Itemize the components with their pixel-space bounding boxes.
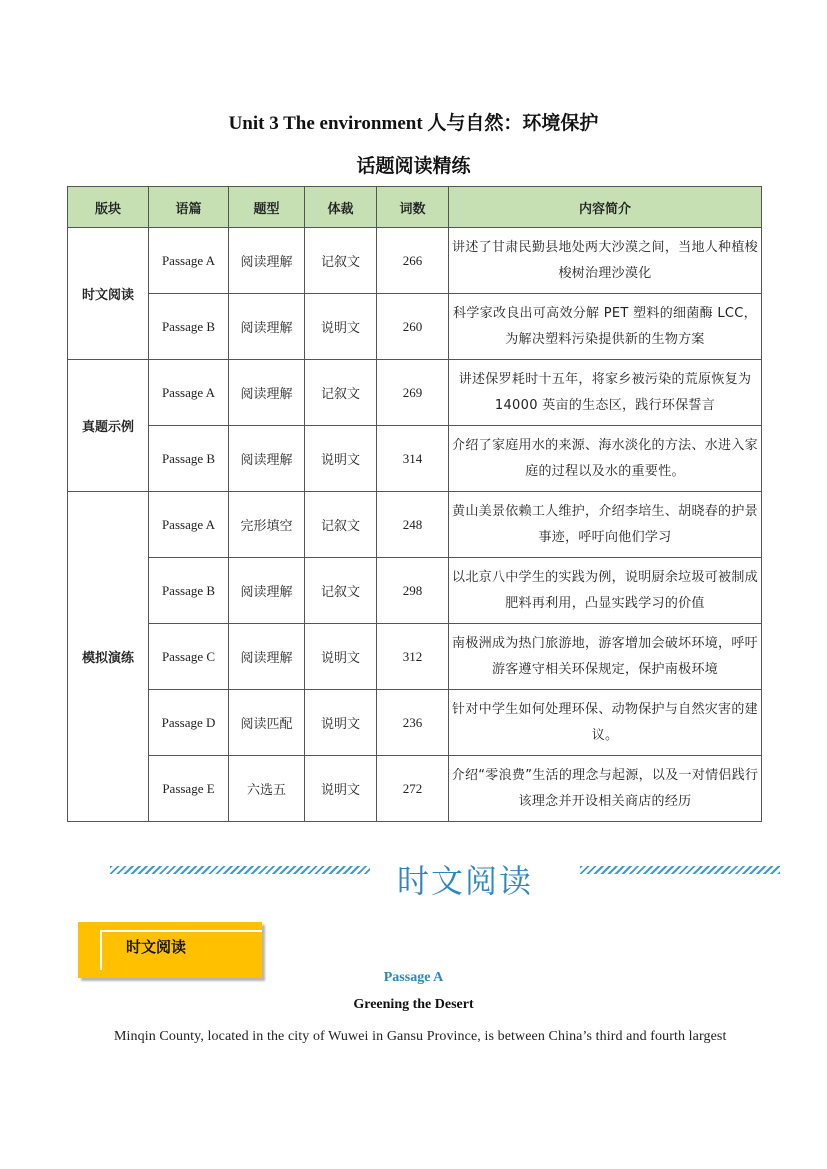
type-cell: 阅读理解 bbox=[229, 558, 305, 624]
type-cell: 阅读理解 bbox=[229, 624, 305, 690]
section-cell: 时文阅读 bbox=[68, 228, 149, 360]
banner-stripe-left bbox=[110, 866, 370, 874]
section-cell: 真题示例 bbox=[68, 360, 149, 492]
passage-cell: Passage B bbox=[149, 294, 229, 360]
section-cell: 模拟演练 bbox=[68, 492, 149, 822]
table-row bbox=[68, 558, 762, 624]
summary-cell: 科学家改良出可高效分解 PET 塑料的细菌酶 LCC，为解决塑料污染提供新的生物方案 bbox=[449, 294, 762, 360]
genre-cell: 记叙文 bbox=[305, 228, 377, 294]
summary-cell: 讲述了甘肃民勤县地处两大沙漠之间，当地人种植梭梭树治理沙漠化 bbox=[449, 228, 762, 294]
table-row bbox=[68, 360, 762, 426]
section-banner-title: 时文阅读 bbox=[396, 862, 533, 900]
header-cell: 体裁 bbox=[305, 187, 377, 228]
word-count-cell: 260 bbox=[377, 294, 449, 360]
table-row bbox=[68, 756, 762, 822]
genre-cell: 说明文 bbox=[305, 756, 377, 822]
table-row bbox=[68, 228, 762, 294]
document-subtitle: 话题阅读精练 bbox=[356, 155, 471, 177]
genre-cell: 记叙文 bbox=[305, 360, 377, 426]
type-cell: 阅读理解 bbox=[229, 426, 305, 492]
summary-cell: 介绍“零浪费”生活的理念与起源，以及一对情侣践行该理念并开设相关商店的经历 bbox=[449, 756, 762, 822]
header-cell: 语篇 bbox=[149, 187, 229, 228]
passage-label: Passage A bbox=[383, 970, 444, 985]
summary-cell: 以北京八中学生的实践为例，说明厨余垃圾可被制成肥料再利用，凸显实践学习的价值 bbox=[449, 558, 762, 624]
summary-cell: 讲述保罗耗时十五年，将家乡被污染的荒原恢复为 14000 英亩的生态区，践行环保誓言 bbox=[449, 360, 762, 426]
genre-cell: 记叙文 bbox=[305, 558, 377, 624]
type-cell: 阅读理解 bbox=[229, 360, 305, 426]
passage-cell: Passage D bbox=[149, 690, 229, 756]
word-count-cell: 236 bbox=[377, 690, 449, 756]
table-row bbox=[68, 492, 762, 558]
table-row bbox=[68, 624, 762, 690]
header-cell: 版块 bbox=[68, 187, 149, 228]
type-cell: 阅读理解 bbox=[229, 294, 305, 360]
word-count-cell: 248 bbox=[377, 492, 449, 558]
genre-cell: 说明文 bbox=[305, 294, 377, 360]
overview-table bbox=[67, 186, 762, 822]
passage-cell: Passage C bbox=[149, 624, 229, 690]
word-count-cell: 314 bbox=[377, 426, 449, 492]
passage-cell: Passage A bbox=[149, 492, 229, 558]
passage-cell: Passage A bbox=[149, 360, 229, 426]
section-tag-label: 时文阅读 bbox=[126, 938, 187, 956]
table-row bbox=[68, 294, 762, 360]
table-row bbox=[68, 690, 762, 756]
document-title: Unit 3 The environment 人与自然：环境保护 bbox=[228, 113, 599, 134]
header-cell: 题型 bbox=[229, 187, 305, 228]
summary-cell: 黄山美景依赖工人维护，介绍李培生、胡晓春的护景事迹，呼吁向他们学习 bbox=[449, 492, 762, 558]
word-count-cell: 266 bbox=[377, 228, 449, 294]
passage-body-text: Minqin County, located in the city of Wuwei in Gansu Province, is between China’s third and fourth largest bbox=[114, 1029, 727, 1044]
genre-cell: 记叙文 bbox=[305, 492, 377, 558]
passage-cell: Passage E bbox=[149, 756, 229, 822]
type-cell: 六选五 bbox=[229, 756, 305, 822]
genre-cell: 说明文 bbox=[305, 426, 377, 492]
summary-cell: 针对中学生如何处理环保、动物保护与自然灾害的建议。 bbox=[449, 690, 762, 756]
passage-title: Greening the Desert bbox=[353, 997, 474, 1012]
word-count-cell: 298 bbox=[377, 558, 449, 624]
genre-cell: 说明文 bbox=[305, 690, 377, 756]
header-cell: 内容简介 bbox=[449, 187, 762, 228]
table-header-row bbox=[68, 187, 762, 228]
passage-cell: Passage B bbox=[149, 426, 229, 492]
type-cell: 完形填空 bbox=[229, 492, 305, 558]
passage-cell: Passage A bbox=[149, 228, 229, 294]
header-cell: 词数 bbox=[377, 187, 449, 228]
word-count-cell: 269 bbox=[377, 360, 449, 426]
passage-cell: Passage B bbox=[149, 558, 229, 624]
summary-cell: 南极洲成为热门旅游地，游客增加会破坏环境，呼吁游客遵守相关环保规定，保护南极环境 bbox=[449, 624, 762, 690]
type-cell: 阅读匹配 bbox=[229, 690, 305, 756]
word-count-cell: 312 bbox=[377, 624, 449, 690]
type-cell: 阅读理解 bbox=[229, 228, 305, 294]
banner-stripe-right bbox=[580, 866, 780, 874]
table-row bbox=[68, 426, 762, 492]
summary-cell: 介绍了家庭用水的来源、海水淡化的方法、水进入家庭的过程以及水的重要性。 bbox=[449, 426, 762, 492]
word-count-cell: 272 bbox=[377, 756, 449, 822]
genre-cell: 说明文 bbox=[305, 624, 377, 690]
